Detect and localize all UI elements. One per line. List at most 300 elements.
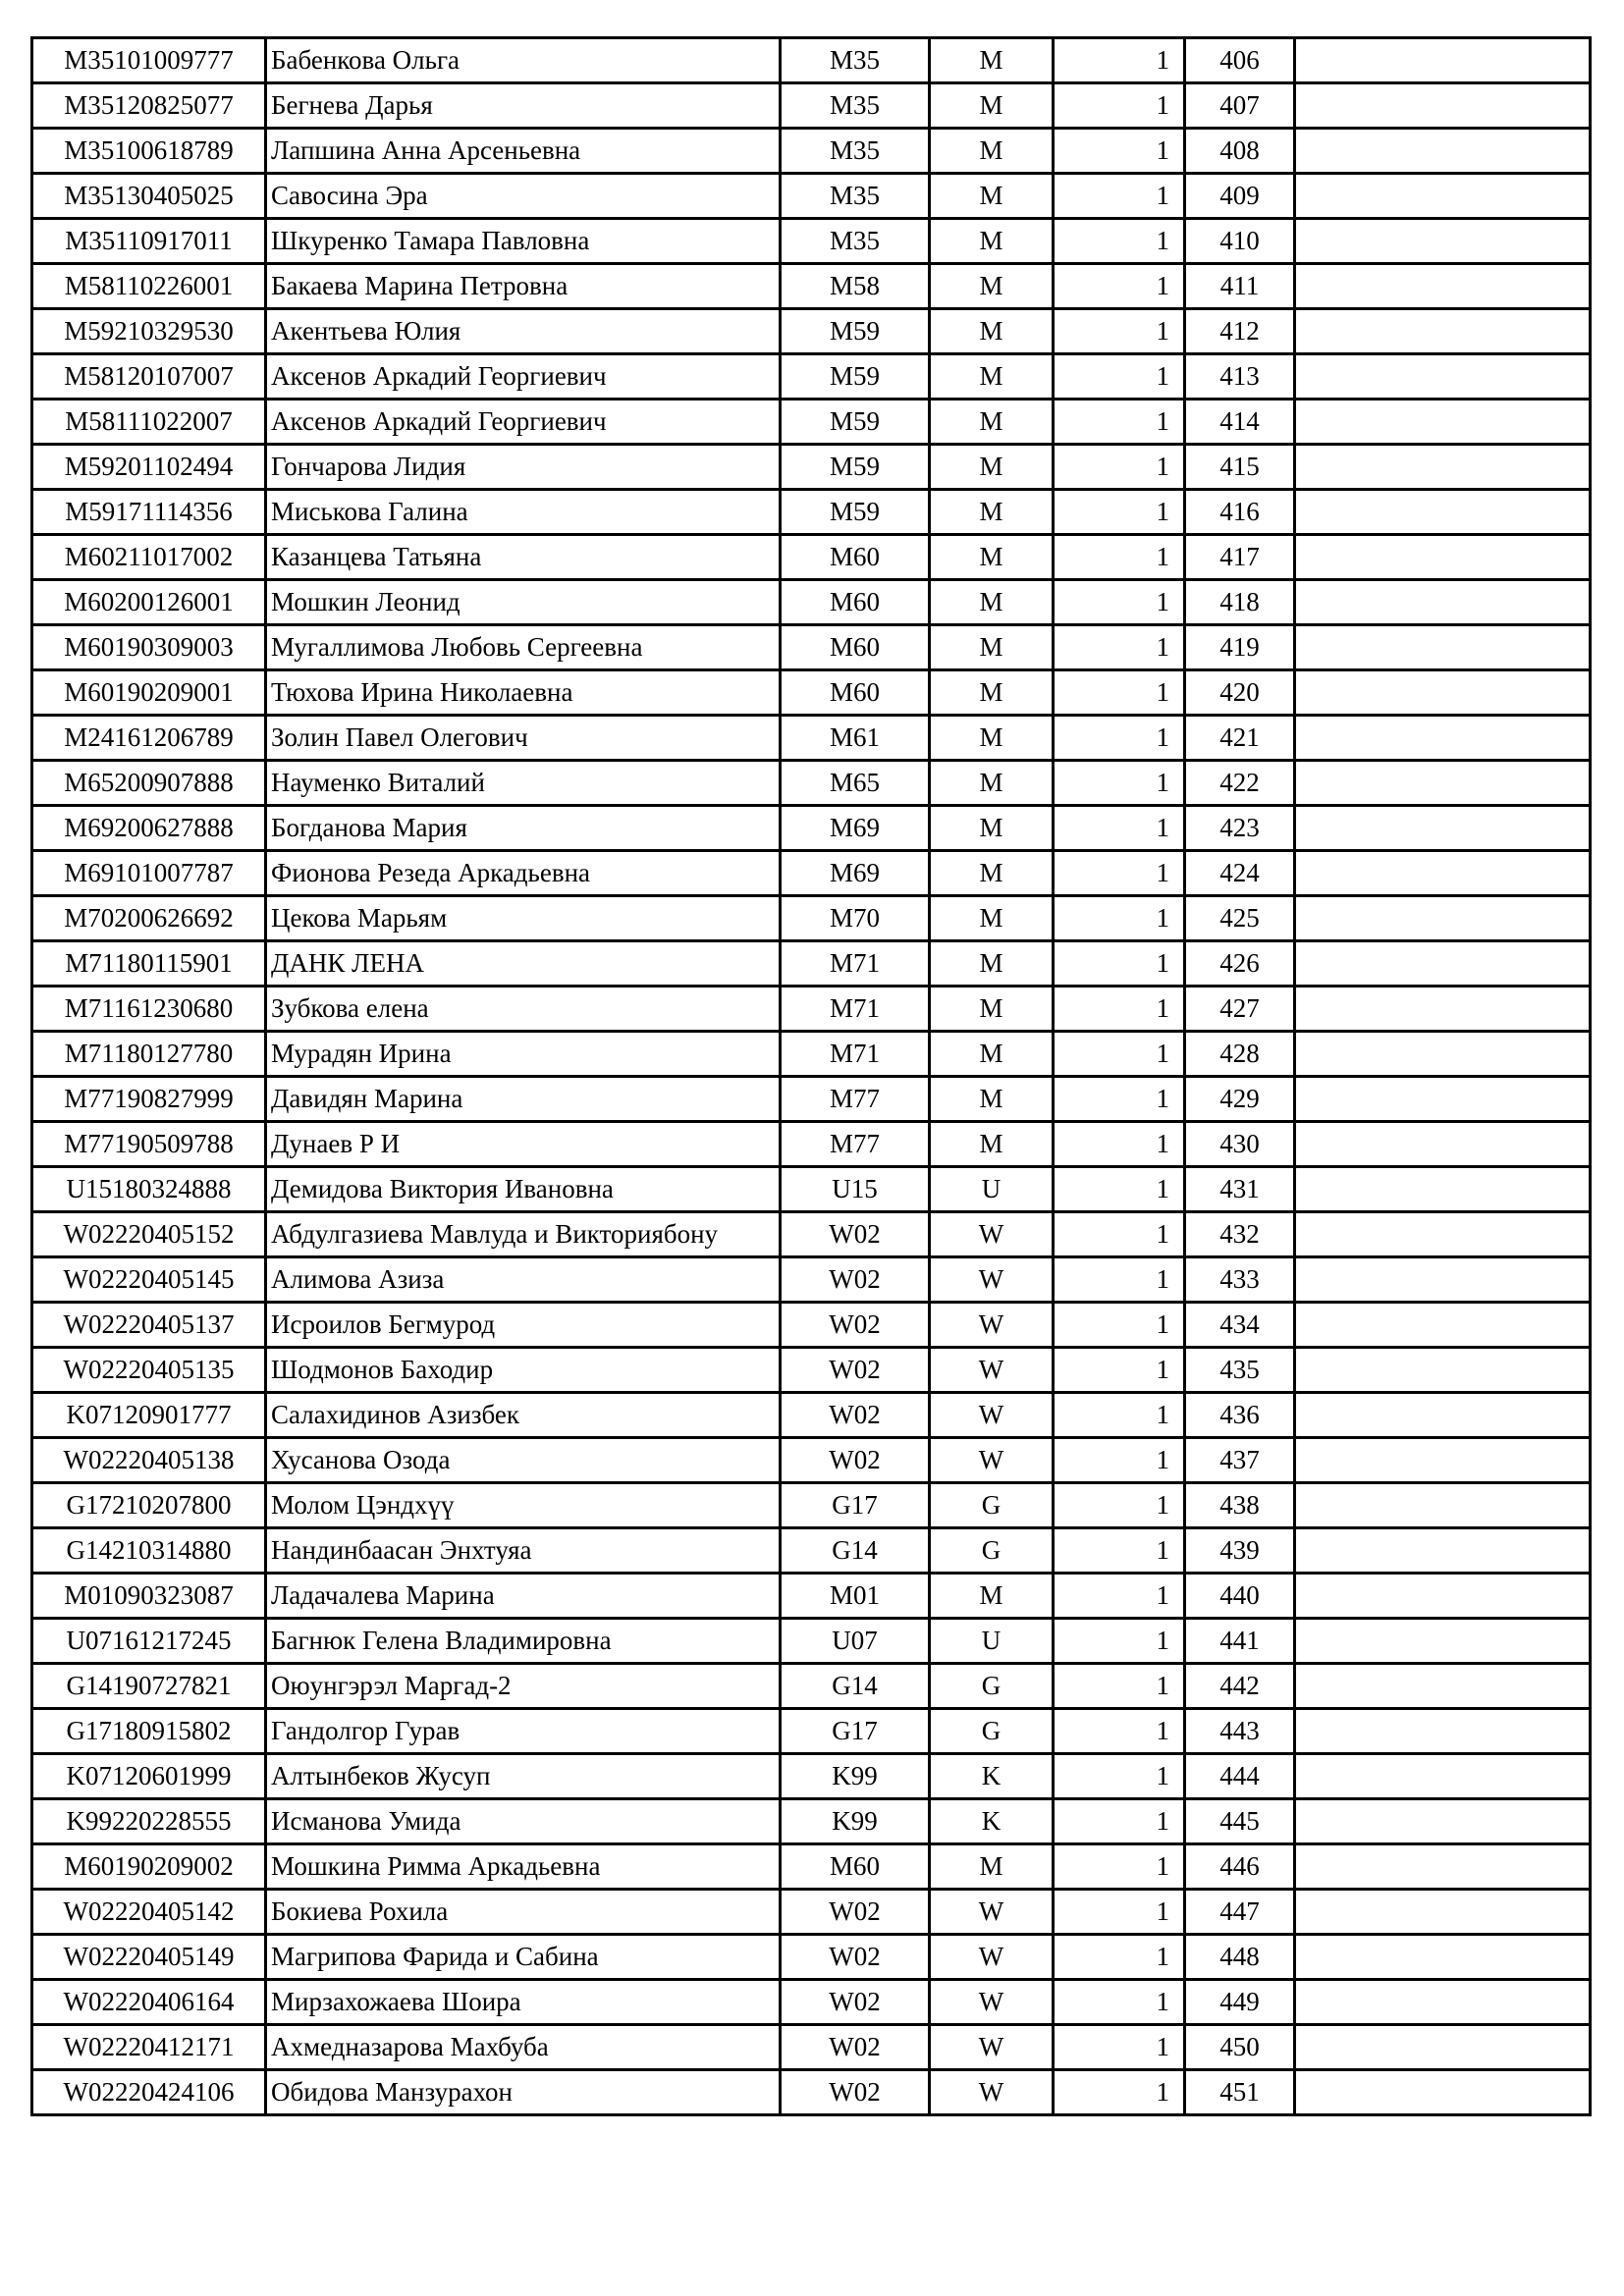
row-note-cell — [1295, 896, 1591, 941]
row-number-cell: 409 — [1185, 174, 1295, 219]
row-code-cell: W02220405142 — [32, 1890, 266, 1935]
row-number-cell: 435 — [1185, 1348, 1295, 1393]
row-quantity-cell: 1 — [1054, 1574, 1185, 1619]
row-group-cell: K99 — [781, 1754, 930, 1799]
row-quantity-cell: 1 — [1054, 851, 1185, 896]
row-group-cell: W02 — [781, 1212, 930, 1257]
table-row — [32, 400, 1591, 445]
row-number-cell: 423 — [1185, 806, 1295, 851]
row-number-cell: 428 — [1185, 1032, 1295, 1077]
row-code-cell: M35110917011 — [32, 219, 266, 264]
row-code-cell: K07120601999 — [32, 1754, 266, 1799]
row-code-cell: G14210314880 — [32, 1528, 266, 1574]
row-group-cell: G14 — [781, 1528, 930, 1574]
row-group-cell: M60 — [781, 1844, 930, 1890]
row-code-cell: M58111022007 — [32, 400, 266, 445]
row-note-cell — [1295, 38, 1591, 83]
row-name-cell: Ахмедназарова Махбуба — [266, 2025, 781, 2070]
row-note-cell — [1295, 490, 1591, 535]
row-note-cell — [1295, 445, 1591, 490]
row-note-cell — [1295, 1664, 1591, 1709]
row-quantity-cell: 1 — [1054, 1212, 1185, 1257]
table-row — [32, 83, 1591, 129]
row-code-cell: K99220228555 — [32, 1799, 266, 1844]
row-code-cell: M60190209001 — [32, 670, 266, 716]
row-group-cell: W02 — [781, 1935, 930, 1980]
table-row — [32, 1754, 1591, 1799]
row-note-cell — [1295, 400, 1591, 445]
row-quantity-cell: 1 — [1054, 625, 1185, 670]
row-category-cell: W — [930, 1935, 1054, 1980]
row-category-cell: M — [930, 716, 1054, 761]
row-name-cell: Хусанова Озода — [266, 1438, 781, 1483]
row-group-cell: W02 — [781, 2025, 930, 2070]
row-quantity-cell: 1 — [1054, 1754, 1185, 1799]
row-category-cell: K — [930, 1754, 1054, 1799]
row-name-cell: Науменко Виталий — [266, 761, 781, 806]
row-code-cell: W02220405145 — [32, 1257, 266, 1303]
row-code-cell: M71180115901 — [32, 941, 266, 987]
row-category-cell: W — [930, 1438, 1054, 1483]
row-note-cell — [1295, 1890, 1591, 1935]
row-code-cell: M01090323087 — [32, 1574, 266, 1619]
row-code-cell: M59201102494 — [32, 445, 266, 490]
table-row — [32, 625, 1591, 670]
row-number-cell: 437 — [1185, 1438, 1295, 1483]
row-category-cell: M — [930, 851, 1054, 896]
row-note-cell — [1295, 1799, 1591, 1844]
row-code-cell: M69200627888 — [32, 806, 266, 851]
table-row — [32, 2025, 1591, 2070]
row-number-cell: 430 — [1185, 1122, 1295, 1167]
table-row — [32, 670, 1591, 716]
row-name-cell: Алтынбеков Жусуп — [266, 1754, 781, 1799]
row-code-cell: G17210207800 — [32, 1483, 266, 1528]
row-group-cell: M60 — [781, 580, 930, 625]
table-body — [32, 38, 1591, 2115]
row-group-cell: M01 — [781, 1574, 930, 1619]
row-quantity-cell: 1 — [1054, 1167, 1185, 1212]
row-group-cell: M70 — [781, 896, 930, 941]
row-quantity-cell: 1 — [1054, 1980, 1185, 2025]
row-code-cell: M59210329530 — [32, 309, 266, 354]
row-category-cell: M — [930, 219, 1054, 264]
row-group-cell: G14 — [781, 1664, 930, 1709]
row-quantity-cell: 1 — [1054, 1257, 1185, 1303]
row-category-cell: M — [930, 83, 1054, 129]
row-note-cell — [1295, 580, 1591, 625]
row-note-cell — [1295, 129, 1591, 174]
row-number-cell: 412 — [1185, 309, 1295, 354]
row-note-cell — [1295, 625, 1591, 670]
row-category-cell: M — [930, 1032, 1054, 1077]
table-row — [32, 1619, 1591, 1664]
row-category-cell: G — [930, 1664, 1054, 1709]
table-row — [32, 264, 1591, 309]
row-category-cell: M — [930, 354, 1054, 400]
row-number-cell: 448 — [1185, 1935, 1295, 1980]
row-note-cell — [1295, 1438, 1591, 1483]
row-name-cell: Цекова Марьям — [266, 896, 781, 941]
row-name-cell: Зубкова елена — [266, 987, 781, 1032]
row-name-cell: Давидян Марина — [266, 1077, 781, 1122]
row-number-cell: 413 — [1185, 354, 1295, 400]
row-name-cell: Бегнева Дарья — [266, 83, 781, 129]
row-group-cell: M71 — [781, 1032, 930, 1077]
table-row — [32, 1032, 1591, 1077]
row-number-cell: 406 — [1185, 38, 1295, 83]
table-row — [32, 1122, 1591, 1167]
table-row — [32, 1483, 1591, 1528]
row-code-cell: M35100618789 — [32, 129, 266, 174]
row-quantity-cell: 1 — [1054, 2025, 1185, 2070]
row-note-cell — [1295, 174, 1591, 219]
row-category-cell: M — [930, 174, 1054, 219]
row-number-cell: 419 — [1185, 625, 1295, 670]
row-name-cell: Дунаев Р И — [266, 1122, 781, 1167]
row-code-cell: W02220405152 — [32, 1212, 266, 1257]
row-number-cell: 433 — [1185, 1257, 1295, 1303]
table-row — [32, 1935, 1591, 1980]
row-category-cell: W — [930, 1348, 1054, 1393]
row-category-cell: M — [930, 1122, 1054, 1167]
table-row — [32, 580, 1591, 625]
row-code-cell: W02220412171 — [32, 2025, 266, 2070]
row-quantity-cell: 1 — [1054, 309, 1185, 354]
row-quantity-cell: 1 — [1054, 1122, 1185, 1167]
row-category-cell: M — [930, 987, 1054, 1032]
row-code-cell: M77190509788 — [32, 1122, 266, 1167]
row-number-cell: 444 — [1185, 1754, 1295, 1799]
row-name-cell: Ладачалева Марина — [266, 1574, 781, 1619]
table-row — [32, 1799, 1591, 1844]
row-category-cell: M — [930, 1844, 1054, 1890]
row-category-cell: U — [930, 1167, 1054, 1212]
row-group-cell: M60 — [781, 625, 930, 670]
row-quantity-cell: 1 — [1054, 354, 1185, 400]
row-category-cell: W — [930, 1257, 1054, 1303]
row-quantity-cell: 1 — [1054, 1077, 1185, 1122]
row-quantity-cell: 1 — [1054, 2070, 1185, 2115]
row-category-cell: M — [930, 580, 1054, 625]
row-number-cell: 451 — [1185, 2070, 1295, 2115]
row-number-cell: 440 — [1185, 1574, 1295, 1619]
row-category-cell: M — [930, 264, 1054, 309]
row-code-cell: G17180915802 — [32, 1709, 266, 1754]
row-group-cell: M69 — [781, 851, 930, 896]
row-quantity-cell: 1 — [1054, 1799, 1185, 1844]
row-code-cell: M60200126001 — [32, 580, 266, 625]
row-name-cell: Фионова Резеда Аркадьевна — [266, 851, 781, 896]
table-row — [32, 1574, 1591, 1619]
row-quantity-cell: 1 — [1054, 535, 1185, 580]
row-group-cell: M35 — [781, 83, 930, 129]
row-quantity-cell: 1 — [1054, 1032, 1185, 1077]
row-note-cell — [1295, 1619, 1591, 1664]
row-category-cell: M — [930, 1077, 1054, 1122]
table-row — [32, 1664, 1591, 1709]
row-category-cell: M — [930, 400, 1054, 445]
row-category-cell: W — [930, 2025, 1054, 2070]
row-note-cell — [1295, 1122, 1591, 1167]
row-note-cell — [1295, 219, 1591, 264]
table-row — [32, 490, 1591, 535]
row-category-cell: M — [930, 625, 1054, 670]
row-note-cell — [1295, 1348, 1591, 1393]
table-row — [32, 1980, 1591, 2025]
row-note-cell — [1295, 851, 1591, 896]
row-quantity-cell: 1 — [1054, 1483, 1185, 1528]
row-group-cell: W02 — [781, 1438, 930, 1483]
row-code-cell: W02220405138 — [32, 1438, 266, 1483]
row-name-cell: Мугаллимова Любовь Сергеевна — [266, 625, 781, 670]
table-row — [32, 1257, 1591, 1303]
row-note-cell — [1295, 309, 1591, 354]
table-row — [32, 1890, 1591, 1935]
row-category-cell: U — [930, 1619, 1054, 1664]
row-number-cell: 447 — [1185, 1890, 1295, 1935]
row-note-cell — [1295, 1754, 1591, 1799]
row-note-cell — [1295, 806, 1591, 851]
row-note-cell — [1295, 1077, 1591, 1122]
row-number-cell: 407 — [1185, 83, 1295, 129]
row-quantity-cell: 1 — [1054, 219, 1185, 264]
row-number-cell: 441 — [1185, 1619, 1295, 1664]
row-group-cell: W02 — [781, 1393, 930, 1438]
row-quantity-cell: 1 — [1054, 129, 1185, 174]
row-category-cell: W — [930, 1890, 1054, 1935]
row-category-cell: M — [930, 309, 1054, 354]
row-category-cell: M — [930, 670, 1054, 716]
row-code-cell: M35101009777 — [32, 38, 266, 83]
row-group-cell: M35 — [781, 174, 930, 219]
row-name-cell: Бокиева Рохила — [266, 1890, 781, 1935]
row-note-cell — [1295, 941, 1591, 987]
row-quantity-cell: 1 — [1054, 716, 1185, 761]
row-number-cell: 422 — [1185, 761, 1295, 806]
row-quantity-cell: 1 — [1054, 1348, 1185, 1393]
row-number-cell: 415 — [1185, 445, 1295, 490]
row-note-cell — [1295, 535, 1591, 580]
row-note-cell — [1295, 1257, 1591, 1303]
row-code-cell: M70200626692 — [32, 896, 266, 941]
row-note-cell — [1295, 1528, 1591, 1574]
row-name-cell: Аксенов Аркадий Георгиевич — [266, 354, 781, 400]
row-group-cell: M59 — [781, 490, 930, 535]
row-group-cell: W02 — [781, 1303, 930, 1348]
row-number-cell: 439 — [1185, 1528, 1295, 1574]
row-category-cell: W — [930, 1212, 1054, 1257]
row-group-cell: M77 — [781, 1122, 930, 1167]
row-name-cell: Исроилов Бегмурод — [266, 1303, 781, 1348]
row-category-cell: M — [930, 761, 1054, 806]
row-quantity-cell: 1 — [1054, 1664, 1185, 1709]
registry-table — [30, 36, 1592, 2116]
row-quantity-cell: 1 — [1054, 1438, 1185, 1483]
row-note-cell — [1295, 1393, 1591, 1438]
table-row — [32, 1438, 1591, 1483]
row-group-cell: W02 — [781, 2070, 930, 2115]
row-name-cell: Мошкина Римма Аркадьевна — [266, 1844, 781, 1890]
row-name-cell: Мирзахожаева Шоира — [266, 1980, 781, 2025]
row-code-cell: U15180324888 — [32, 1167, 266, 1212]
row-number-cell: 424 — [1185, 851, 1295, 896]
row-group-cell: M60 — [781, 535, 930, 580]
table-row — [32, 851, 1591, 896]
row-note-cell — [1295, 83, 1591, 129]
row-code-cell: W02220424106 — [32, 2070, 266, 2115]
row-name-cell: Абдулгазиева Мавлуда и Викториябону — [266, 1212, 781, 1257]
row-quantity-cell: 1 — [1054, 806, 1185, 851]
row-group-cell: M71 — [781, 987, 930, 1032]
row-category-cell: G — [930, 1709, 1054, 1754]
row-quantity-cell: 1 — [1054, 445, 1185, 490]
row-note-cell — [1295, 761, 1591, 806]
table-row — [32, 1167, 1591, 1212]
row-quantity-cell: 1 — [1054, 1890, 1185, 1935]
row-name-cell: Акентьева Юлия — [266, 309, 781, 354]
row-note-cell — [1295, 2070, 1591, 2115]
row-name-cell: Шкуренко Тамара Павловна — [266, 219, 781, 264]
row-category-cell: M — [930, 535, 1054, 580]
row-category-cell: M — [930, 490, 1054, 535]
row-number-cell: 438 — [1185, 1483, 1295, 1528]
row-note-cell — [1295, 670, 1591, 716]
row-note-cell — [1295, 1303, 1591, 1348]
row-quantity-cell: 1 — [1054, 174, 1185, 219]
row-number-cell: 421 — [1185, 716, 1295, 761]
row-number-cell: 420 — [1185, 670, 1295, 716]
row-group-cell: K99 — [781, 1799, 930, 1844]
row-number-cell: 432 — [1185, 1212, 1295, 1257]
row-code-cell: K07120901777 — [32, 1393, 266, 1438]
row-number-cell: 408 — [1185, 129, 1295, 174]
row-category-cell: M — [930, 129, 1054, 174]
row-name-cell: Савосина Эра — [266, 174, 781, 219]
row-note-cell — [1295, 1709, 1591, 1754]
row-note-cell — [1295, 1574, 1591, 1619]
row-quantity-cell: 1 — [1054, 38, 1185, 83]
row-category-cell: W — [930, 1980, 1054, 2025]
row-number-cell: 416 — [1185, 490, 1295, 535]
table-row — [32, 1303, 1591, 1348]
row-number-cell: 442 — [1185, 1664, 1295, 1709]
row-category-cell: M — [930, 806, 1054, 851]
row-code-cell: M58110226001 — [32, 264, 266, 309]
row-quantity-cell: 1 — [1054, 1619, 1185, 1664]
row-quantity-cell: 1 — [1054, 941, 1185, 987]
table-row — [32, 806, 1591, 851]
row-code-cell: M35120825077 — [32, 83, 266, 129]
row-group-cell: M59 — [781, 309, 930, 354]
row-code-cell: M71161230680 — [32, 987, 266, 1032]
row-category-cell: M — [930, 941, 1054, 987]
row-category-cell: M — [930, 1574, 1054, 1619]
row-group-cell: W02 — [781, 1980, 930, 2025]
row-name-cell: Исманова Умида — [266, 1799, 781, 1844]
row-number-cell: 427 — [1185, 987, 1295, 1032]
row-name-cell: Нандинбаасан Энхтуяа — [266, 1528, 781, 1574]
row-note-cell — [1295, 1935, 1591, 1980]
row-group-cell: W02 — [781, 1257, 930, 1303]
row-number-cell: 426 — [1185, 941, 1295, 987]
row-name-cell: Молом Цэндхүү — [266, 1483, 781, 1528]
row-name-cell: Оюунгэрэл Маргад-2 — [266, 1664, 781, 1709]
row-name-cell: Гандолгор Гурав — [266, 1709, 781, 1754]
row-number-cell: 449 — [1185, 1980, 1295, 2025]
table-row — [32, 535, 1591, 580]
table-row — [32, 445, 1591, 490]
row-group-cell: M59 — [781, 354, 930, 400]
row-note-cell — [1295, 354, 1591, 400]
row-quantity-cell: 1 — [1054, 761, 1185, 806]
row-note-cell — [1295, 716, 1591, 761]
row-category-cell: G — [930, 1528, 1054, 1574]
row-number-cell: 446 — [1185, 1844, 1295, 1890]
row-note-cell — [1295, 1844, 1591, 1890]
table-row — [32, 309, 1591, 354]
row-number-cell: 445 — [1185, 1799, 1295, 1844]
row-note-cell — [1295, 2025, 1591, 2070]
row-group-cell: M69 — [781, 806, 930, 851]
row-name-cell: Шодмонов Баходир — [266, 1348, 781, 1393]
row-group-cell: M35 — [781, 38, 930, 83]
row-code-cell: W02220406164 — [32, 1980, 266, 2025]
row-quantity-cell: 1 — [1054, 987, 1185, 1032]
table-row — [32, 941, 1591, 987]
row-code-cell: W02220405137 — [32, 1303, 266, 1348]
row-name-cell: ДАНК ЛЕНА — [266, 941, 781, 987]
row-quantity-cell: 1 — [1054, 1709, 1185, 1754]
row-code-cell: M69101007787 — [32, 851, 266, 896]
table-row — [32, 1528, 1591, 1574]
row-quantity-cell: 1 — [1054, 1528, 1185, 1574]
row-group-cell: W02 — [781, 1890, 930, 1935]
row-category-cell: K — [930, 1799, 1054, 1844]
row-name-cell: Богданова Мария — [266, 806, 781, 851]
row-name-cell: Казанцева Татьяна — [266, 535, 781, 580]
row-number-cell: 414 — [1185, 400, 1295, 445]
row-category-cell: W — [930, 2070, 1054, 2115]
row-code-cell: M60190209002 — [32, 1844, 266, 1890]
row-quantity-cell: 1 — [1054, 1935, 1185, 1980]
row-quantity-cell: 1 — [1054, 1393, 1185, 1438]
row-number-cell: 411 — [1185, 264, 1295, 309]
row-group-cell: U07 — [781, 1619, 930, 1664]
row-note-cell — [1295, 1212, 1591, 1257]
row-group-cell: G17 — [781, 1483, 930, 1528]
row-category-cell: G — [930, 1483, 1054, 1528]
row-number-cell: 434 — [1185, 1303, 1295, 1348]
row-group-cell: U15 — [781, 1167, 930, 1212]
table-row — [32, 1709, 1591, 1754]
row-quantity-cell: 1 — [1054, 896, 1185, 941]
row-code-cell: M24161206789 — [32, 716, 266, 761]
table-row — [32, 1844, 1591, 1890]
row-name-cell: Багнюк Гелена Владимировна — [266, 1619, 781, 1664]
table-row — [32, 1077, 1591, 1122]
row-quantity-cell: 1 — [1054, 1844, 1185, 1890]
row-quantity-cell: 1 — [1054, 580, 1185, 625]
row-number-cell: 429 — [1185, 1077, 1295, 1122]
table-row — [32, 987, 1591, 1032]
row-number-cell: 425 — [1185, 896, 1295, 941]
row-group-cell: M59 — [781, 445, 930, 490]
table-row — [32, 716, 1591, 761]
row-name-cell: Мошкин Леонид — [266, 580, 781, 625]
row-code-cell: W02220405135 — [32, 1348, 266, 1393]
row-number-cell: 436 — [1185, 1393, 1295, 1438]
